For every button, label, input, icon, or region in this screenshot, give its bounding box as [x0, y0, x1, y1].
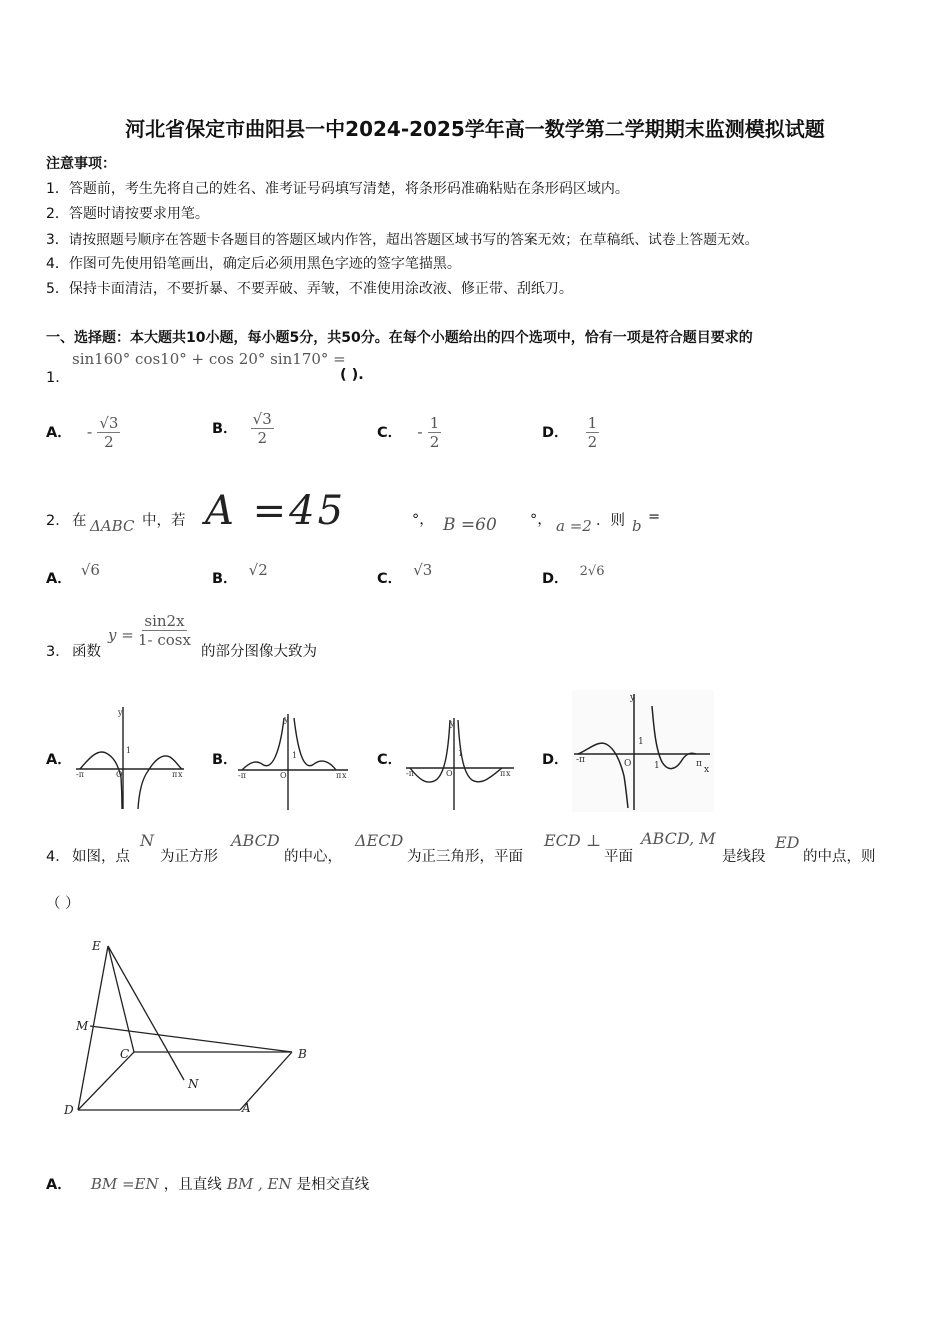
q1-option-d[interactable]: [542, 414, 599, 451]
q2-option-c[interactable]: [377, 560, 432, 588]
svg-text:1: 1: [638, 737, 644, 747]
option-text: 是相交直线: [296, 1177, 370, 1193]
fraction: $\frac{1}{2}$: [587, 414, 598, 451]
q4-point-n: N: [140, 831, 154, 850]
option-expression: BM =EN: [90, 1175, 159, 1193]
svg-text:O: O: [280, 771, 287, 780]
x-axis-label: x: [178, 770, 183, 779]
numerator: sin2x: [144, 612, 185, 630]
option-label: D．: [542, 425, 569, 441]
option-label: C．: [377, 425, 403, 441]
svg-text:x: x: [342, 771, 347, 780]
notice-heading: 注意事项：: [46, 156, 116, 172]
q2-number: 2．: [46, 513, 70, 529]
tick-label: π: [172, 770, 178, 779]
q2-option-a[interactable]: [46, 560, 100, 588]
q4-plane-abcd: ABCD, M: [641, 829, 716, 848]
fraction: $\frac{√3}{2}$: [252, 410, 272, 447]
q2-angle-b: B =60: [443, 515, 497, 535]
origin-label: O: [116, 770, 123, 779]
q4-text: 平面: [604, 849, 633, 865]
q3-lhs: y =: [108, 626, 134, 644]
svg-text:π: π: [336, 771, 342, 780]
option-label: D．: [542, 571, 569, 587]
q2-angle-a: A =45: [205, 488, 347, 534]
label-e: E: [92, 939, 101, 953]
label-a: A: [242, 1101, 251, 1115]
svg-text:x: x: [704, 765, 710, 775]
option-label: A．: [46, 425, 72, 441]
option-sign: -: [86, 422, 93, 441]
svg-text:π: π: [696, 759, 702, 769]
notice-item: 3．请按照题号顺序在答题卡各题目的答题区域内作答，超出答题区域书写的答案无效；在草稿纸、试卷上答题无效。: [46, 232, 759, 248]
option-value: √3: [413, 561, 433, 579]
q4-text: 的中点，则: [803, 849, 876, 865]
svg-text:1: 1: [654, 761, 660, 771]
notice-item: 5．保持卡面清洁，不要折暴、不要弄破、弄皱，不准使用涂改液、修正带、刮纸刀。: [46, 281, 573, 297]
svg-text:-π: -π: [238, 771, 246, 780]
section-heading: 一、选择题：本大题共10小题，每小题5分，共50分。在每个小题给出的四个选项中，恰有一项是符合题目要求的: [46, 330, 753, 346]
q2-text: 在: [72, 513, 87, 529]
graph-b[interactable]: [238, 712, 350, 812]
q4-text: 为正方形: [160, 849, 218, 865]
svg-text:1: 1: [458, 749, 464, 758]
q4-paren: （ ）: [46, 896, 80, 912]
graph-d[interactable]: [572, 690, 714, 812]
svg-text:y: y: [450, 719, 455, 728]
q1-option-a[interactable]: [46, 414, 120, 451]
q2-triangle: ΔABC: [90, 517, 135, 535]
fraction: $\frac{√3}{2}$: [99, 414, 119, 451]
q4-figure: [60, 930, 320, 1120]
q3-option-d[interactable]: D．: [542, 752, 569, 768]
option-label: B．: [212, 571, 238, 587]
option-label: A．: [46, 571, 72, 587]
fraction: $\frac{1}{2}$: [429, 414, 440, 451]
q2-text: °，: [530, 512, 552, 528]
notice-item: 4．作图可先使用铅笔画出，确定后必须用黑色字迹的签字笔描黑。: [46, 256, 461, 272]
q2-option-b[interactable]: [212, 560, 268, 588]
svg-text:O: O: [624, 759, 632, 769]
q4-plane-ecd: ECD ⊥: [544, 831, 601, 850]
label-n: N: [188, 1077, 199, 1091]
q4-square: ABCD: [231, 831, 280, 850]
q2-side-a: a =2: [556, 517, 592, 535]
q1-expression: sin160° cos10° + cos 20° sin170° =: [72, 350, 346, 368]
q3-text: 函数: [72, 644, 101, 660]
q1-option-b[interactable]: [212, 410, 274, 447]
q3-fraction: [136, 612, 193, 649]
q4-text: 为正三角形，平面: [407, 849, 523, 865]
q3-option-b[interactable]: B．: [212, 752, 238, 768]
q2-text: =: [648, 509, 661, 525]
graph-c[interactable]: [406, 716, 516, 812]
q2-side-b: b: [632, 517, 642, 535]
option-value: √2: [248, 561, 268, 579]
q4-text: 的中心，: [284, 849, 342, 865]
y-axis-label: y: [118, 708, 123, 717]
q1-number: 1．: [46, 370, 70, 386]
option-sign: -: [417, 422, 423, 441]
q3-option-c[interactable]: C．: [377, 752, 403, 768]
label-d: D: [64, 1103, 74, 1117]
q4-text: 是线段: [722, 849, 766, 865]
q4-text: 如图，点: [72, 849, 130, 865]
q3-number: 3．: [46, 644, 70, 660]
tick-label: 1: [126, 746, 132, 755]
q3-text: 的部分图像大致为: [201, 644, 317, 660]
notice-item: 1．答题前，考生先将自己的姓名、准考证号码填写清楚，将条形码准确粘贴在条形码区域内。: [46, 181, 629, 197]
q4-triangle: ΔECD: [355, 831, 404, 850]
option-label: B．: [212, 421, 238, 437]
q2-text: 中，若: [142, 513, 186, 529]
label-b: B: [298, 1047, 307, 1061]
q1-option-c[interactable]: [377, 414, 441, 451]
option-value: 2√6: [579, 564, 605, 579]
option-expression: BM , EN: [226, 1175, 292, 1193]
page-title: 河北省保定市曲阳县一中2024-2025学年高一数学第二学期期末监测模拟试题: [125, 117, 825, 141]
q4-segment: ED: [775, 833, 800, 852]
denominator: 1- cosx: [138, 631, 191, 649]
svg-text:-π: -π: [406, 769, 414, 778]
option-text: ，且直线: [163, 1177, 222, 1193]
label-m: M: [76, 1019, 89, 1033]
svg-text:-π: -π: [576, 755, 585, 765]
svg-text:y: y: [284, 715, 289, 724]
q1-paren: ( ).: [340, 367, 364, 383]
graph-a[interactable]: [76, 705, 186, 811]
q4-option-a[interactable]: [46, 1159, 369, 1194]
svg-text:π: π: [500, 769, 506, 778]
label-c: C: [120, 1047, 130, 1061]
svg-text:y: y: [630, 693, 636, 703]
q4-number: 4．: [46, 849, 70, 865]
q2-text: ．则: [596, 513, 625, 529]
svg-text:1: 1: [292, 751, 298, 760]
q2-text: °，: [412, 512, 434, 528]
tick-label: -π: [76, 770, 84, 779]
svg-text:O: O: [446, 769, 453, 778]
svg-text:x: x: [506, 769, 511, 778]
option-label: A．: [46, 1177, 72, 1193]
q3-option-a[interactable]: A．: [46, 752, 72, 768]
option-value: √6: [80, 561, 100, 579]
q2-option-d[interactable]: [542, 560, 604, 588]
notice-item: 2．答题时请按要求用笔。: [46, 206, 209, 222]
option-label: C．: [377, 571, 403, 587]
